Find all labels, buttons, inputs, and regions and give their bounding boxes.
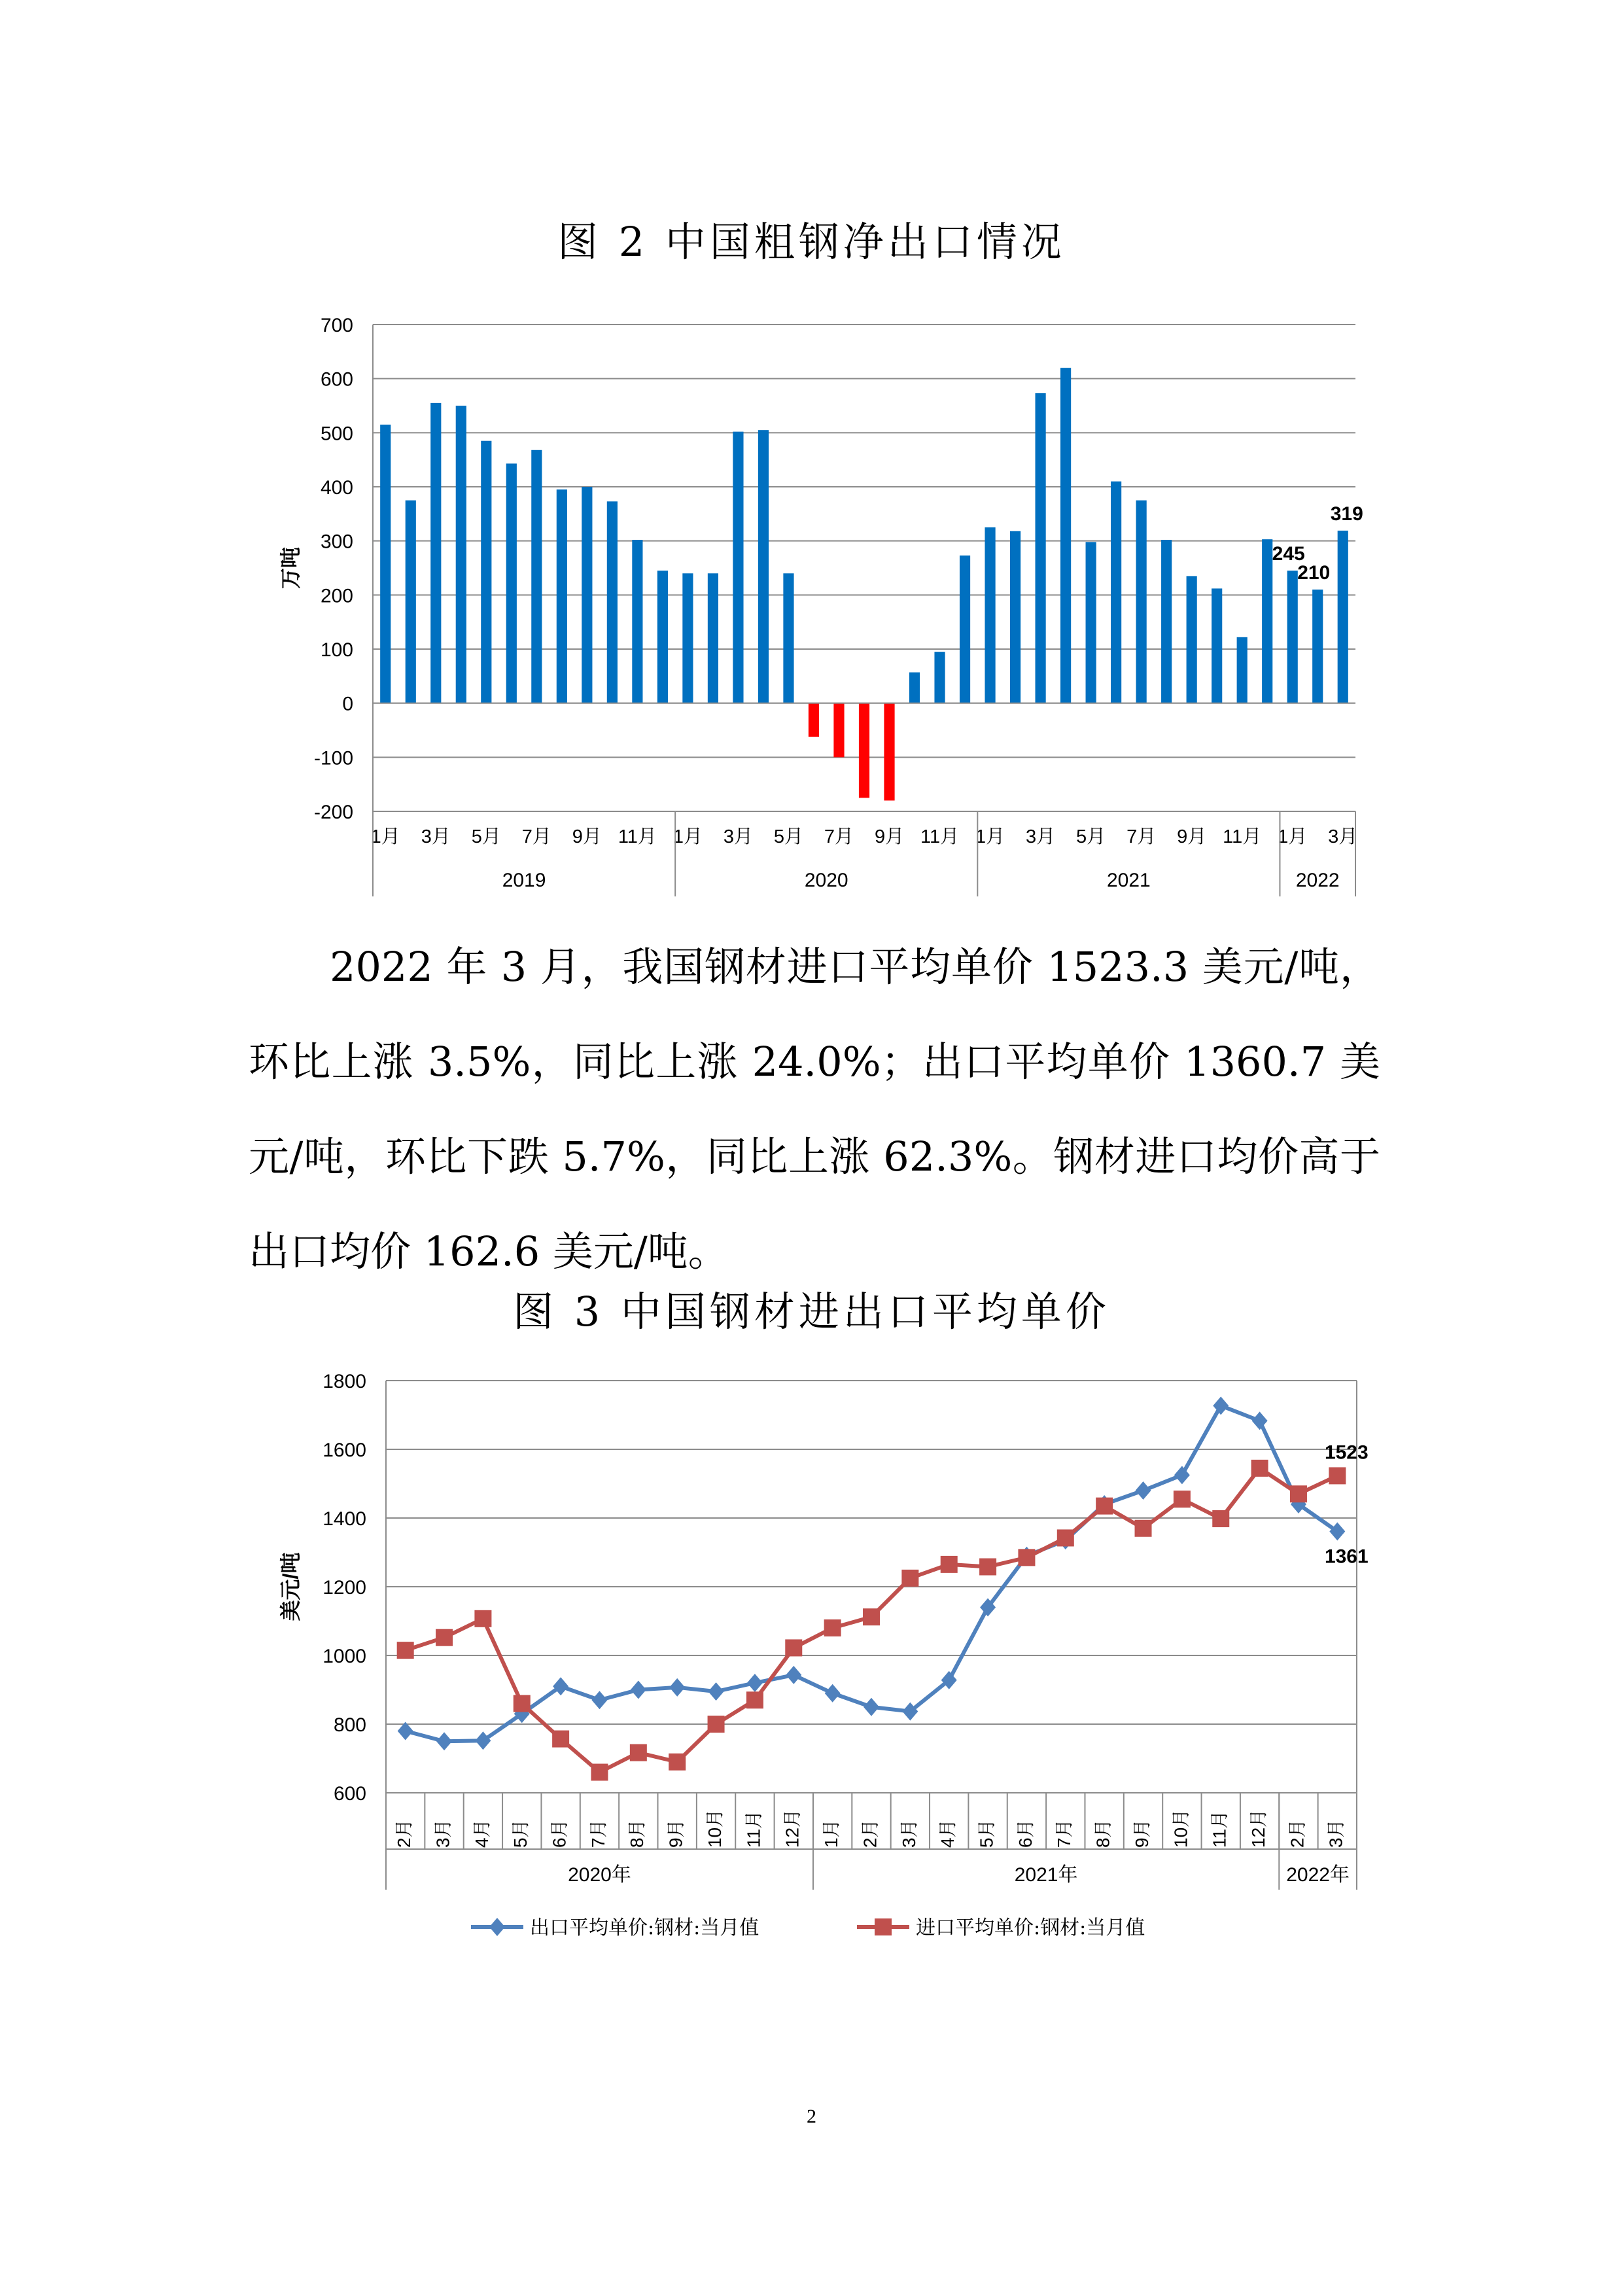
y-tick-label: 1400 <box>323 1508 366 1530</box>
data-point <box>514 1695 531 1712</box>
x-tick-label: 5月 <box>773 826 804 847</box>
data-label: 319 <box>1330 503 1363 525</box>
x-tick-label: 9月 <box>572 826 602 847</box>
body-paragraph: 2022 年 3 月，我国钢材进口平均单价 1523.3 美元/吨，环比上涨 3.5%，同比上涨 24.0%；出口平均单价 1360.7 美元/吨，环比下跌 5.7%，同比上涨 62.3%。钢材进口均价高于出口均价 162.6 美元/吨。 <box>249 943 1380 1275</box>
x-tick-label: 3月 <box>723 826 754 847</box>
year-label: 2020年 <box>568 1864 631 1886</box>
page-number: 2 <box>807 2106 816 2127</box>
x-tick-label: 3月 <box>1026 826 1056 847</box>
data-point <box>1136 1481 1151 1500</box>
year-label: 2019 <box>502 870 546 891</box>
series-line <box>406 1405 1338 1741</box>
x-tick-label: 2月 <box>1287 1819 1308 1848</box>
y-tick-label: 1200 <box>323 1577 366 1598</box>
x-tick-label: 6月 <box>549 1819 570 1848</box>
year-label: 2022年 <box>1286 1864 1350 1886</box>
data-point <box>436 1732 452 1750</box>
x-tick-label: 5月 <box>1076 826 1106 847</box>
data-point <box>979 1559 996 1576</box>
data-point <box>863 1608 880 1625</box>
data-point <box>864 1698 879 1716</box>
data-point <box>1252 1411 1268 1430</box>
data-point <box>941 1556 958 1573</box>
y-tick-label: 600 <box>320 368 353 391</box>
x-tick-label: 4月 <box>937 1819 958 1848</box>
x-tick-label: 3月 <box>1328 826 1358 847</box>
x-tick-label: 3月 <box>898 1819 919 1848</box>
data-point <box>474 1610 491 1627</box>
x-tick-label: 6月 <box>1015 1819 1036 1848</box>
x-tick-label: 11月 <box>743 1810 764 1848</box>
x-tick-label: 2月 <box>394 1819 415 1848</box>
y-axis-label: 美元/吨 <box>279 1552 302 1621</box>
y-tick-label: 600 <box>333 1783 366 1805</box>
data-label: 210 <box>1297 562 1331 584</box>
legend-label: 出口平均单价:钢材:当月值 <box>530 1916 759 1939</box>
x-tick-label: 5月 <box>976 1819 997 1848</box>
x-tick-label: 1月 <box>370 826 400 847</box>
data-point <box>1251 1460 1268 1477</box>
figure-2-title: 图 2 中国粗钢净出口情况 <box>557 218 1066 266</box>
data-point <box>552 1731 569 1748</box>
data-point <box>631 1681 646 1699</box>
data-point <box>747 1674 763 1692</box>
x-tick-label: 4月 <box>471 1819 492 1848</box>
x-tick-label: 2月 <box>860 1819 881 1848</box>
data-point <box>824 1619 841 1636</box>
data-label: 245 <box>1272 543 1305 565</box>
data-point <box>475 1731 491 1750</box>
x-tick-label: 9月 <box>665 1819 686 1848</box>
x-tick-label: 9月 <box>874 826 905 847</box>
data-point <box>630 1744 647 1761</box>
data-point <box>785 1639 802 1656</box>
figure-3-title: 图 3 中国钢材进出口平均单价 <box>513 1288 1110 1335</box>
data-point <box>825 1684 841 1703</box>
data-point <box>708 1682 724 1701</box>
data-point <box>669 1754 686 1771</box>
y-tick-label: -100 <box>313 747 353 769</box>
y-tick-label: 400 <box>320 477 353 499</box>
legend-marker <box>875 1918 892 1935</box>
x-tick-label: 1月 <box>821 1819 842 1848</box>
data-point <box>591 1691 607 1709</box>
data-label: 1523 <box>1324 1441 1369 1464</box>
x-tick-label: 11月 <box>618 826 657 847</box>
x-tick-label: 7月 <box>587 1819 608 1848</box>
x-tick-label: 3月 <box>1325 1819 1346 1848</box>
x-tick-label: 12月 <box>1248 1809 1268 1848</box>
data-point <box>1018 1549 1035 1566</box>
data-label: 1361 <box>1324 1545 1369 1568</box>
y-tick-label: 200 <box>320 585 353 607</box>
x-tick-label: 3月 <box>432 1819 453 1848</box>
data-point <box>1329 1467 1346 1484</box>
y-tick-label: 800 <box>333 1714 366 1736</box>
x-tick-label: 8月 <box>627 1819 648 1848</box>
y-tick-label: 500 <box>320 423 353 445</box>
data-point <box>669 1678 685 1697</box>
data-point <box>1096 1498 1113 1515</box>
x-tick-label: 10月 <box>1170 1809 1191 1848</box>
data-point <box>1212 1510 1229 1527</box>
x-tick-label: 1月 <box>1278 826 1308 847</box>
y-tick-label: 100 <box>320 639 353 661</box>
data-point <box>436 1629 453 1646</box>
data-point <box>746 1691 763 1708</box>
year-label: 2022 <box>1295 870 1340 891</box>
year-label: 2021年 <box>1014 1864 1078 1886</box>
legend-marker <box>489 1918 505 1936</box>
x-tick-label: 3月 <box>421 826 451 847</box>
year-label: 2020 <box>804 870 848 891</box>
legend-label: 进口平均单价:钢材:当月值 <box>916 1916 1145 1939</box>
x-tick-label: 11月 <box>1223 826 1262 847</box>
x-tick-label: 11月 <box>920 826 960 847</box>
y-tick-label: 0 <box>342 693 353 715</box>
y-tick-label: 1600 <box>323 1439 366 1461</box>
year-label: 2021 <box>1107 870 1151 891</box>
x-tick-label: 7月 <box>521 826 551 847</box>
data-point <box>786 1666 801 1684</box>
x-tick-label: 9月 <box>1131 1819 1152 1848</box>
x-tick-label: 7月 <box>1054 1819 1075 1848</box>
x-tick-label: 10月 <box>704 1809 725 1848</box>
x-tick-label: 1月 <box>672 826 703 847</box>
data-point <box>901 1570 918 1587</box>
data-point <box>708 1716 725 1733</box>
x-tick-label: 9月 <box>1177 826 1207 847</box>
y-tick-label: 1800 <box>323 1371 366 1392</box>
data-point <box>1329 1522 1345 1540</box>
x-tick-label: 5月 <box>471 826 501 847</box>
data-point <box>1174 1491 1191 1508</box>
x-tick-label: 11月 <box>1209 1810 1230 1848</box>
y-tick-label: 300 <box>320 531 353 553</box>
y-axis-label: 万吨 <box>279 546 302 590</box>
data-point <box>1057 1529 1074 1546</box>
data-point <box>1290 1485 1307 1502</box>
x-tick-label: 12月 <box>782 1809 803 1848</box>
data-point <box>1135 1520 1152 1537</box>
data-point <box>553 1677 568 1695</box>
y-tick-label: 1000 <box>323 1646 366 1667</box>
data-point <box>591 1764 608 1781</box>
x-tick-label: 8月 <box>1092 1819 1113 1848</box>
x-tick-label: 1月 <box>975 826 1005 847</box>
x-tick-label: 5月 <box>510 1819 531 1848</box>
data-point <box>397 1642 414 1659</box>
y-tick-label: -200 <box>313 802 353 823</box>
x-tick-label: 7月 <box>1126 826 1157 847</box>
y-tick-label: 700 <box>320 315 353 336</box>
x-tick-label: 7月 <box>824 826 854 847</box>
